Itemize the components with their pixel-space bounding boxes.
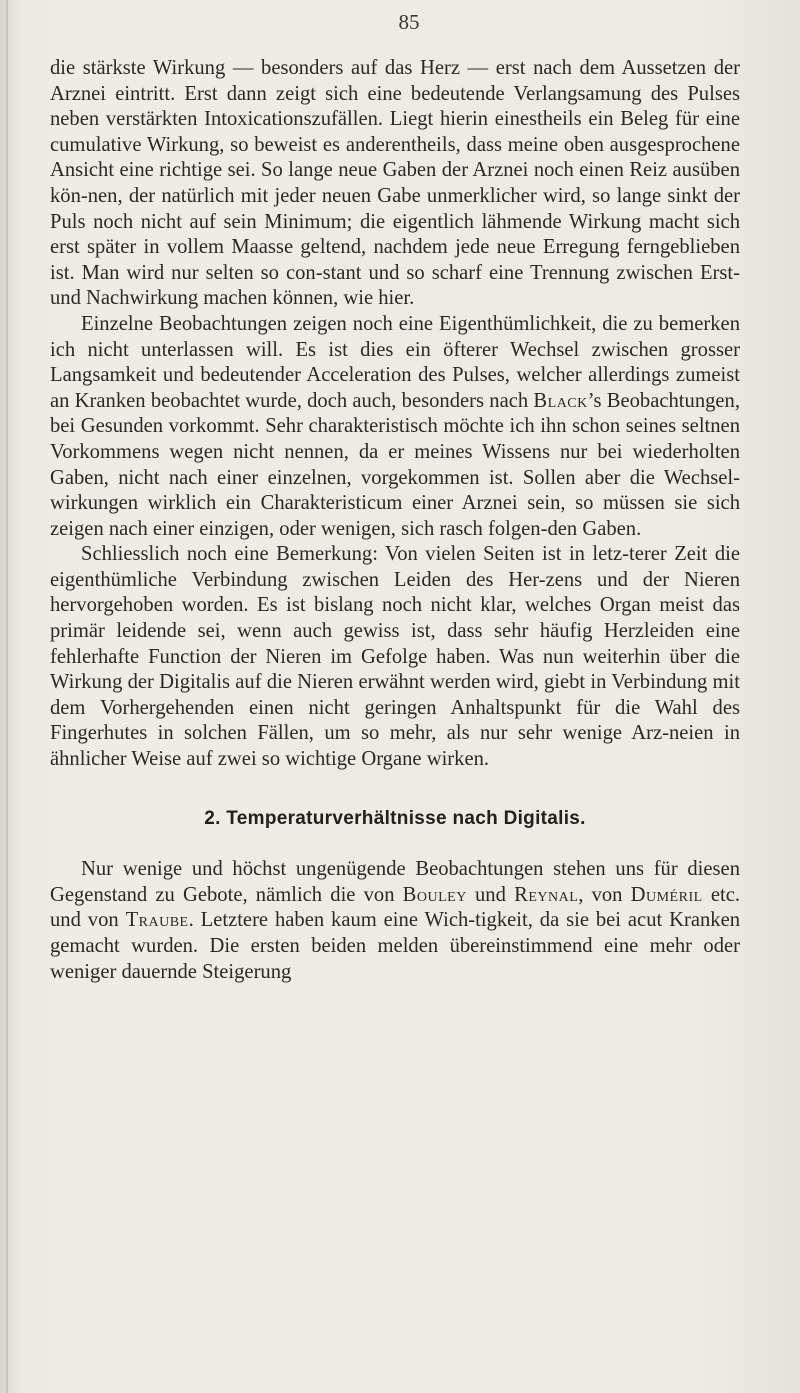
author-name: Duméril (630, 883, 703, 906)
text-run: Einzelne Beobachtungen zeigen noch eine Eigenthümlichkeit, die zu bemerken ich nicht unterlassen will. Es ist dies ein öfterer Wechsel zwischen grosser Langsamkeit und bedeutender Acceleration des Pulses, welcher allerdings zumeist an Kranken beobachtet wurde, doch auch, besonders nach (50, 312, 740, 412)
author-name: Reynal (514, 883, 579, 906)
paragraph-1 (50, 56, 740, 312)
text-run: Schliesslich noch eine Bemerkung: Von vielen Seiten ist in letz-terer Zeit die eigenthümliche Verbindung zwischen Leiden des Her-zens und der Nieren hervorgehoben worden. Es ist bislang noch nicht klar, welches Organ meist das primär leidende sei, wenn auch gewiss ist, dass sehr häufig Herzleiden eine fehlerhafte Function der Nieren im Gefolge haben. Was nun weiterhin über die Wirkung der Digitalis auf die Nieren erwähnt werden wird, giebt in Verbindung mit dem Vorhergehenden einen nicht geringen Anhaltspunkt für die Wahl des Fingerhutes in solchen Fällen, um so mehr, als nur sehr wenige Arz-neien in ähnlicher Weise auf zwei so wichtige Organe wirken. (50, 543, 740, 771)
paragraph-3 (50, 542, 740, 772)
text-run: . Letztere haben kaum eine Wich-tigkeit, da sie bei acut Kranken gemacht wurden. Die ersten beiden melden übereinstimmend eine mehr oder weniger dauernde Steigerung (50, 909, 741, 983)
text-run: und (466, 883, 515, 906)
author-name: Traube (125, 909, 189, 932)
paragraph-2 (50, 312, 740, 542)
text-run: die stärkste Wirkung — besonders auf das Herz — erst nach dem Aussetzen der Arznei eintritt. Erst dann zeigt sich eine bedeutende Verlangsamung des Pulses neben verstärkten Intoxicationszufällen. Liegt hierin einestheils ein Beleg für eine cumulative Wirkung, so beweist es anderentheils, dass meine oben ausgesprochene Ansicht eine richtige sei. So lange neue Gaben der Arznei noch einen Reiz ausüben kön-nen, der natürlich mit jeder neuen Gabe unmerklicher wird, so lange sinkt der Puls noch nicht auf sein Minimum; die eigentlich lähmende Wirkung macht sich erst später in vollem Maasse geltend, nachdem jede neue Erregung ferngeblieben ist. Man wird nur selten so con-stant und so scharf eine Trennung zwischen Erst- und Nachwirkung machen können, wie hier. (50, 57, 740, 310)
text-run: ’s Beobachtungen, bei Gesunden vorkommt. Sehr charakteristisch möchte ich ihn schon seines seltnen Vorkommens wegen nicht nennen, da er meines Wissens nur bei wiederholten Gaben, nicht nach einer einzelnen, vorgekommen ist. Sollen aber die Wechsel-wirkungen wirklich ein Charakteristicum einer Arznei sein, so müssen sie sich zeigen nach einer einzigen, oder wenigen, sich rasch folgen-den Gaben. (50, 389, 740, 540)
page-edge (6, 0, 8, 1393)
text-run: , von (578, 883, 631, 906)
text-run: Nur wenige und höchst ungenügende Beobachtungen stehen uns für diesen Gegenstand zu Gebote, nämlich die von (50, 858, 740, 906)
page-number-text: 85 (398, 10, 420, 34)
text-run: etc. und von (50, 883, 740, 932)
paragraph-4 (50, 857, 740, 985)
author-name: Black (533, 389, 588, 412)
page-number (0, 10, 800, 35)
section-heading: 2. Temperaturverhältnisse nach Digitalis. (204, 807, 586, 829)
body-text (50, 56, 740, 985)
author-name: Bouley (402, 883, 467, 906)
